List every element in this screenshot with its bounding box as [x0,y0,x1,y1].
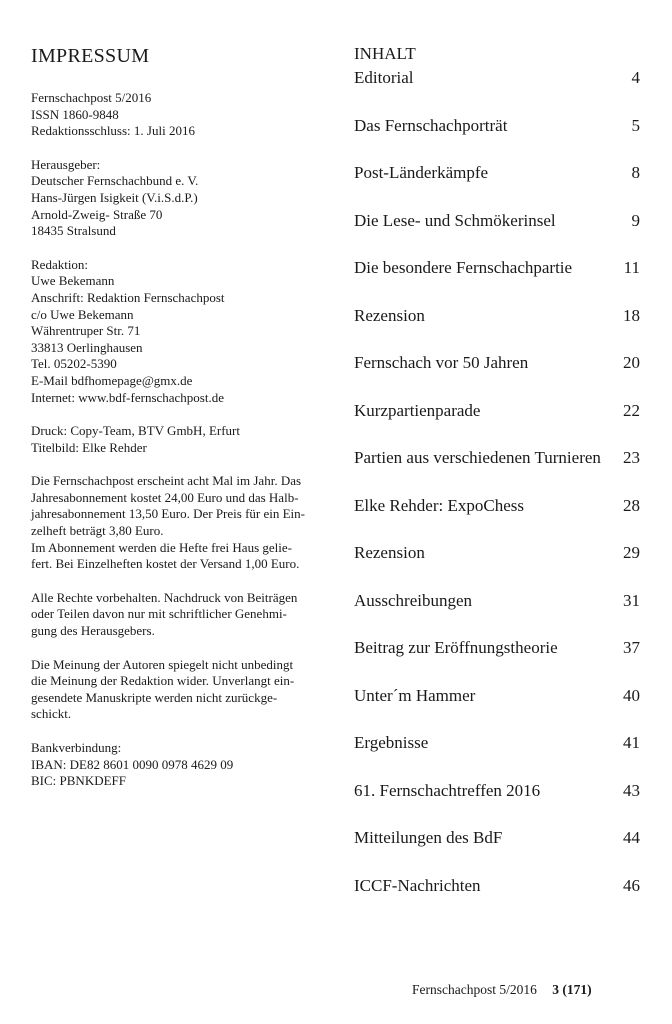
rights-line: Alle Rechte vorbehalten. Nachdruck von Beiträgen [31,589,298,605]
contents-item-title: Post-Länderkämpfe [354,163,489,182]
bank-label: Bankverbindung: [31,740,122,755]
contents-item-page: 29 [623,543,640,562]
cover-image-credit: Titelbild: Elke Rehder [31,439,147,455]
print-info [31,423,331,456]
editorial-website: Internet: www.bdf-fernschachpost.de [31,389,225,405]
contents-item-page: 43 [623,780,640,800]
subscription-info [31,473,331,573]
subscription-line: Die Fernschachpost erscheint acht Mal im Jahr. Das [31,473,302,489]
opinion-info [31,657,331,723]
deadline: Redaktionsschluss: 1. Juli 2016 [31,123,195,139]
subscription-line: Jahresabonnement kostet 24,00 Euro und das Halb- [31,489,299,505]
contents-item-page: 37 [623,638,640,657]
editorial-co: c/o Uwe Bekemann [31,306,134,322]
editorial-info [31,257,331,406]
opinion-line: gesendete Manuskripte werden nicht zurückge- [31,689,278,705]
issn: ISSN 1860-9848 [31,106,119,122]
bank-info [31,740,331,790]
contents-item-title: Kurzpartienparade [354,400,481,420]
contents-item-title: Editorial [354,68,414,87]
contents-item-page: 40 [623,685,640,705]
issue-info [31,90,331,140]
page-footer [412,982,592,998]
publisher-info [31,157,331,240]
editorial-address: Anschrift: Redaktion Fernschachpost [31,289,225,305]
contents-item-title: Unter´m Hammer [354,685,476,705]
rights-line: oder Teilen davon nur mit schriftlicher Genehmi- [31,606,287,622]
contents-item-page: 11 [623,258,640,277]
opinion-line: die Meinung der Redaktion wider. Unverlangt ein- [31,673,295,689]
editorial-email: E-Mail bdfhomepage@gmx.de [31,372,193,388]
editorial-label: Redaktion: [31,256,89,272]
editor-name: Uwe Bekemann [31,273,115,289]
editorial-phone: Tel. 05202-5390 [31,356,117,372]
contents-item-page: 41 [623,733,640,752]
contents-item-page: 46 [623,875,640,895]
contents-item-title: Die Lese- und Schmökerinsel [354,210,556,230]
impressum-title: IMPRESSUM [31,45,150,67]
editorial-city: 33813 Oerlinghausen [31,339,143,355]
rights-info [31,590,331,640]
contents-item-title: 61. Fernschachtreffen 2016 [354,780,541,800]
contents-item-title: Rezension [354,543,425,562]
impressum-column [31,44,331,790]
publisher-org: Deutscher Fernschachbund e. V. [31,173,199,189]
contents-item-title: Partien aus verschiedenen Turnieren [354,448,601,467]
contents-item-title: Ergebnisse [354,733,429,752]
iban: IBAN: DE82 8601 0090 0978 4629 09 [31,756,234,772]
bic: BIC: PBNKDEFF [31,773,126,789]
publisher-street: Arnold-Zweig- Straße 70 [31,206,163,222]
contents-item-page: 8 [631,163,640,182]
opinion-line: Die Meinung der Autoren spiegelt nicht unbedingt [31,656,294,672]
publisher-city: 18435 Stralsund [31,223,116,239]
contents-item-page: 4 [631,68,640,87]
publisher-person: Hans-Jürgen Isigkeit (V.i.S.d.P.) [31,189,198,205]
footer-issue: Fernschachpost 5/2016 [412,982,537,997]
contents-item-page: 23 [623,448,640,467]
subscription-line: Im Abonnement werden die Hefte frei Haus gelie- [31,539,292,555]
opinion-line: schickt. [31,706,72,722]
contents-item-page: 31 [623,590,640,610]
contents-item-page: 5 [631,115,640,135]
editorial-street: Währentruper Str. 71 [31,323,141,339]
contents-item-title: ICCF-Nachrichten [354,875,481,895]
contents-item-title: Beitrag zur Eröffnungstheorie [354,638,558,657]
printer: Druck: Copy-Team, BTV GmbH, Erfurt [31,423,240,439]
contents-item-title: Die besondere Fernschachpartie [354,258,573,277]
contents-item-page: 20 [623,353,640,372]
publisher-label: Herausgeber: [31,156,101,172]
rights-line: gung des Herausgebers. [31,623,155,639]
contents-item-page: 18 [623,305,640,325]
contents-heading: INHALT [354,44,416,63]
contents-item-page: 28 [623,495,640,515]
issue-name: Fernschachpost 5/2016 [31,90,152,105]
contents-item-title: Mitteilungen des BdF [354,828,503,847]
contents-column [354,44,640,895]
subscription-line: zelheft beträgt 3,80 Euro. [31,523,164,539]
subscription-line: fert. Bei Einzelheften kostet der Versand 1,00 Euro. [31,556,300,572]
contents-item-title: Rezension [354,305,425,325]
contents-item-title: Fernschach vor 50 Jahren [354,353,529,372]
contents-item-title: Das Fernschachporträt [354,115,508,135]
page-number: 3 (171) [552,982,592,997]
contents-item-page: 22 [623,400,640,420]
contents-item-title: Elke Rehder: ExpoChess [354,495,524,515]
contents-item-page: 9 [631,210,640,230]
contents-item-page: 44 [623,828,640,847]
contents-item-title: Ausschreibungen [354,590,473,610]
subscription-line: jahresabonnement 13,50 Euro. Der Preis für ein Ein- [31,506,306,522]
